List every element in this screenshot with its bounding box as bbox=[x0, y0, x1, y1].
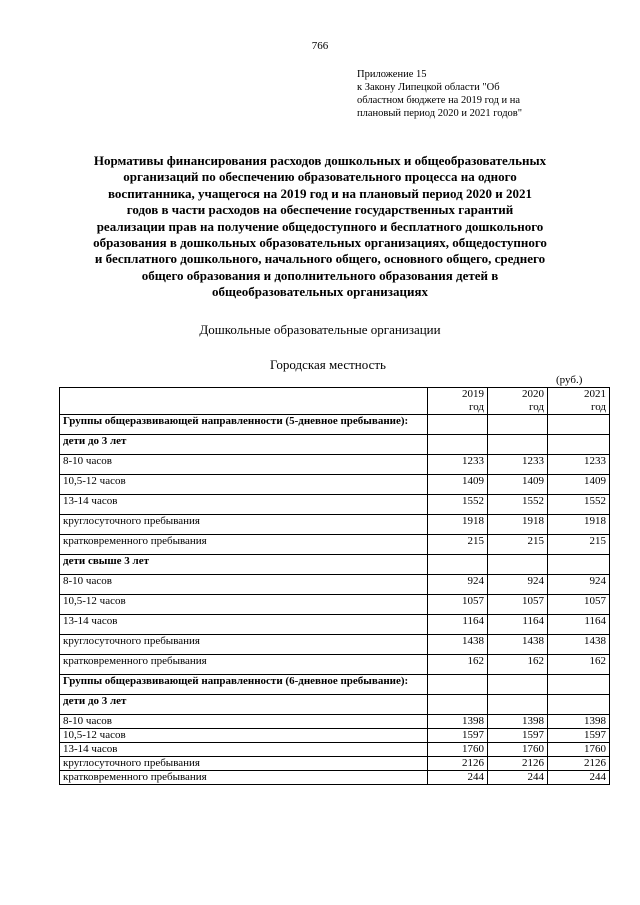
row-label: Группы общеразвивающей направленности (5-дневное пребывание): bbox=[60, 415, 428, 435]
row-value: 215 bbox=[548, 535, 610, 555]
table-row bbox=[60, 715, 610, 729]
row-value: 1438 bbox=[428, 635, 488, 655]
row-value: 2126 bbox=[488, 757, 548, 771]
row-value bbox=[428, 415, 488, 435]
row-value: 1597 bbox=[488, 729, 548, 743]
row-value: 1760 bbox=[548, 743, 610, 757]
table-row bbox=[60, 435, 610, 455]
row-value bbox=[428, 435, 488, 455]
table-row bbox=[60, 757, 610, 771]
title-line: общеобразовательных организациях bbox=[211, 284, 429, 300]
locality-heading: Городская местность bbox=[270, 357, 386, 372]
section-subtitle: Дошкольные образовательные организации bbox=[199, 322, 441, 337]
row-value: 1918 bbox=[428, 515, 488, 535]
title-line: годов в части расходов на обеспечение государственных гарантий bbox=[126, 202, 514, 218]
row-label: круглосуточного пребывания bbox=[60, 635, 428, 655]
currency-unit: (руб.) bbox=[556, 374, 583, 386]
row-label: кратковременного пребывания bbox=[60, 771, 428, 785]
row-value bbox=[488, 675, 548, 695]
appendix-note bbox=[357, 68, 522, 120]
row-value: 215 bbox=[428, 535, 488, 555]
row-value bbox=[548, 555, 610, 575]
row-value: 1057 bbox=[488, 595, 548, 615]
row-label: 8-10 часов bbox=[60, 455, 428, 475]
table-row bbox=[60, 771, 610, 785]
row-value bbox=[488, 555, 548, 575]
table-row bbox=[60, 729, 610, 743]
header-year: 2019 bbox=[462, 388, 484, 400]
row-value bbox=[488, 415, 548, 435]
row-value: 1918 bbox=[548, 515, 610, 535]
row-value bbox=[548, 695, 610, 715]
norms-table bbox=[59, 387, 610, 785]
row-value: 1409 bbox=[428, 475, 488, 495]
table-row bbox=[60, 655, 610, 675]
row-value bbox=[548, 435, 610, 455]
row-label: дети до 3 лет bbox=[60, 435, 428, 455]
row-value bbox=[428, 695, 488, 715]
title-line: Нормативы финансирования расходов дошкольных и общеобразовательных bbox=[93, 153, 547, 168]
row-value: 1164 bbox=[548, 615, 610, 635]
row-label: 10,5-12 часов bbox=[60, 475, 428, 495]
row-label: круглосуточного пребывания bbox=[60, 515, 428, 535]
header-year-cell bbox=[548, 388, 610, 415]
row-value: 244 bbox=[548, 771, 610, 785]
row-value bbox=[548, 675, 610, 695]
row-label: Группы общеразвивающей направленности (6-дневное пребывание): bbox=[60, 675, 428, 695]
row-value: 1164 bbox=[428, 615, 488, 635]
row-value: 162 bbox=[488, 655, 548, 675]
row-label: кратковременного пребывания bbox=[60, 655, 428, 675]
row-value: 1233 bbox=[428, 455, 488, 475]
row-label: 13-14 часов bbox=[60, 743, 428, 757]
title-line: воспитанника, учащегося на 2019 год и на плановый период 2020 и 2021 bbox=[108, 185, 532, 201]
appendix-line: Приложение 15 bbox=[357, 69, 427, 80]
header-year-unit: год bbox=[590, 401, 606, 413]
row-label: круглосуточного пребывания bbox=[60, 757, 428, 771]
row-value: 244 bbox=[428, 771, 488, 785]
table-row bbox=[60, 695, 610, 715]
header-year: 2021 bbox=[584, 388, 606, 400]
title-line: образования в дошкольных образовательных организациях, общедоступного bbox=[93, 235, 547, 251]
row-label: 8-10 часов bbox=[60, 575, 428, 595]
row-value: 1398 bbox=[548, 715, 610, 729]
row-value: 1552 bbox=[548, 495, 610, 515]
row-value: 1438 bbox=[548, 635, 610, 655]
row-value bbox=[428, 675, 488, 695]
appendix-line: плановый период 2020 и 2021 годов" bbox=[357, 108, 523, 119]
row-value bbox=[428, 555, 488, 575]
row-value: 244 bbox=[488, 771, 548, 785]
row-value: 1760 bbox=[488, 743, 548, 757]
table-row bbox=[60, 515, 610, 535]
title-line: общего образования и дополнительного образования детей в bbox=[141, 267, 499, 283]
row-value: 1760 bbox=[428, 743, 488, 757]
row-value: 1164 bbox=[488, 615, 548, 635]
appendix-line: областном бюджете на 2019 год и на bbox=[357, 95, 521, 106]
row-value bbox=[488, 695, 548, 715]
row-value: 162 bbox=[548, 655, 610, 675]
row-label: кратковременного пребывания bbox=[60, 535, 428, 555]
header-year: 2020 bbox=[522, 388, 544, 400]
header-year-cell bbox=[488, 388, 548, 415]
row-value: 924 bbox=[488, 575, 548, 595]
row-value: 1398 bbox=[488, 715, 548, 729]
row-value: 1552 bbox=[488, 495, 548, 515]
table-row bbox=[60, 743, 610, 757]
title-line: и бесплатного дошкольного, начального общего, основного общего, среднего bbox=[94, 251, 546, 267]
table-row bbox=[60, 415, 610, 435]
table-row bbox=[60, 475, 610, 495]
row-value: 162 bbox=[428, 655, 488, 675]
table-row bbox=[60, 675, 610, 695]
row-label: 10,5-12 часов bbox=[60, 729, 428, 743]
title-line: реализации прав на получение общедоступного и бесплатного дошкольного bbox=[96, 218, 544, 234]
row-label: 13-14 часов bbox=[60, 495, 428, 515]
table-row bbox=[60, 455, 610, 475]
header-year-unit: год bbox=[468, 401, 484, 413]
document-title bbox=[50, 153, 590, 301]
row-value: 1233 bbox=[548, 455, 610, 475]
header-label-cell bbox=[60, 388, 428, 415]
row-value: 1398 bbox=[428, 715, 488, 729]
row-label: 13-14 часов bbox=[60, 615, 428, 635]
row-value: 1409 bbox=[548, 475, 610, 495]
row-label: 10,5-12 часов bbox=[60, 595, 428, 615]
page-number: 766 bbox=[311, 40, 329, 52]
table-row bbox=[60, 635, 610, 655]
header-year-cell bbox=[428, 388, 488, 415]
row-value: 1409 bbox=[488, 475, 548, 495]
row-value: 2126 bbox=[548, 757, 610, 771]
table-row bbox=[60, 555, 610, 575]
title-line: организаций по обеспечению образовательного процесса на одного bbox=[123, 169, 517, 185]
row-label: дети до 3 лет bbox=[60, 695, 428, 715]
row-value: 1057 bbox=[428, 595, 488, 615]
row-value: 215 bbox=[488, 535, 548, 555]
row-value: 2126 bbox=[428, 757, 488, 771]
header-year-unit: год bbox=[528, 401, 544, 413]
table-row bbox=[60, 535, 610, 555]
row-value: 924 bbox=[428, 575, 488, 595]
row-value: 924 bbox=[548, 575, 610, 595]
table-row bbox=[60, 615, 610, 635]
row-label: 8-10 часов bbox=[60, 715, 428, 729]
row-label: дети свыше 3 лет bbox=[60, 555, 428, 575]
row-value: 1438 bbox=[488, 635, 548, 655]
row-value bbox=[488, 435, 548, 455]
row-value: 1057 bbox=[548, 595, 610, 615]
appendix-line: к Закону Липецкой области "Об bbox=[357, 82, 500, 93]
row-value: 1552 bbox=[428, 495, 488, 515]
table-row bbox=[60, 595, 610, 615]
table-row bbox=[60, 495, 610, 515]
table-row bbox=[60, 575, 610, 595]
row-value: 1918 bbox=[488, 515, 548, 535]
row-value: 1233 bbox=[488, 455, 548, 475]
row-value: 1597 bbox=[428, 729, 488, 743]
table-header-row bbox=[60, 388, 610, 415]
row-value bbox=[548, 415, 610, 435]
row-value: 1597 bbox=[548, 729, 610, 743]
